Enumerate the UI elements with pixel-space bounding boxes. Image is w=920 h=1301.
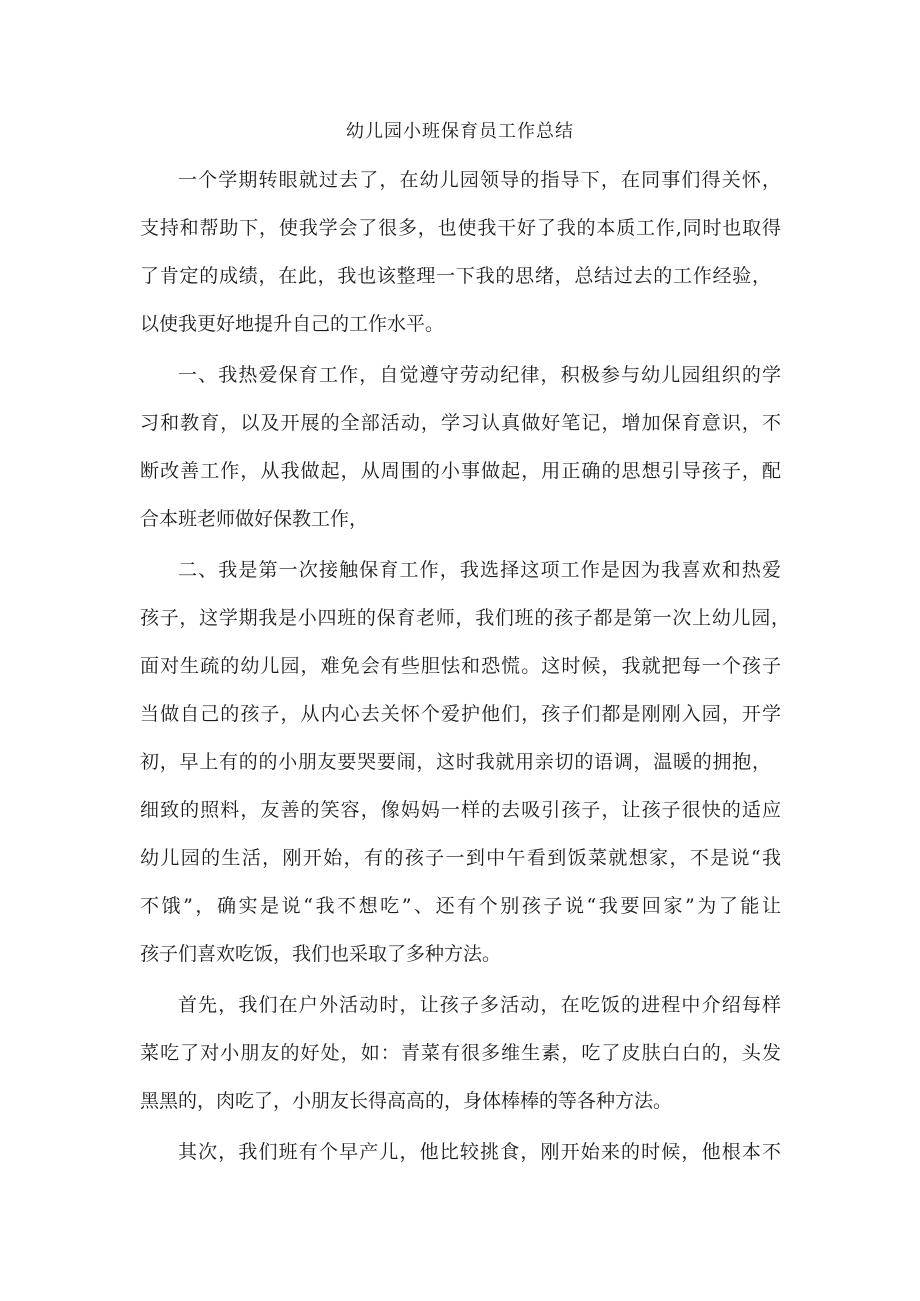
paragraph-line: 初，早上有的的小朋友要哭要闹，这时我就用亲切的语调，温暖的拥抱，: [140, 751, 771, 773]
paragraph-line: 合本班老师做好保教工作，: [140, 508, 369, 530]
paragraph-line: 了肯定的成绩，在此，我也该整理一下我的思绪，总结过去的工作经验，: [140, 265, 771, 287]
paragraph-line: 习和教育，以及开展的全部活动，学习认真做好笔记，增加保育意识，不: [140, 412, 781, 434]
paragraph-line: 不饿”，确实是说“我不想吃”、还有个别孩子说“我要回家”为了能让: [140, 895, 781, 917]
paragraph-line: 首先，我们在户外活动时，让孩子多活动，在吃饭的进程中介绍每样: [178, 994, 781, 1016]
paragraph-line: 当做自己的孩子，从内心去关怀个爱护他们，孩子们都是刚刚入园，开学: [140, 703, 781, 725]
paragraph-line: 面对生疏的幼儿园，难免会有些胆怯和恐慌。这时候，我就把每一个孩子: [140, 655, 781, 677]
document-title: 幼儿园小班保育员工作总结: [346, 121, 574, 142]
paragraph-line: 细致的照料，友善的笑容，像妈妈一样的去吸引孩子，让孩子很快的适应: [140, 799, 781, 821]
paragraph-line: 断改善工作，从我做起，从周围的小事做起，用正确的思想引导孩子，配: [140, 460, 781, 482]
paragraph-line: 支持和帮助下，使我学会了很多，也使我干好了我的本质工作,同时也取得: [140, 217, 781, 239]
paragraph-line: 菜吃了对小朋友的好处，如：青菜有很多维生素，吃了皮肤白白的，头发: [140, 1042, 781, 1064]
paragraph-line: 二、我是第一次接触保育工作，我选择这项工作是因为我喜欢和热爱: [178, 559, 781, 581]
paragraph-line: 孩子，这学期我是小四班的保育老师，我们班的孩子都是第一次上幼儿园，: [140, 607, 790, 629]
paragraph-line: 其次，我们班有个早产儿，他比较挑食，刚开始来的时候，他根本不: [178, 1141, 781, 1163]
paragraph-line: 黑黑的，肉吃了，小朋友长得高高的，身体棒棒的等各种方法。: [140, 1090, 673, 1112]
paragraph-line: 幼儿园的生活，刚开始，有的孩子一到中午看到饭菜就想家，不是说“我: [140, 847, 781, 869]
paragraph-line: 孩子们喜欢吃饭，我们也采取了多种方法。: [140, 943, 502, 965]
paragraph-line: 一、我热爱保育工作，自觉遵守劳动纪律，积极参与幼儿园组织的学: [178, 364, 781, 386]
paragraph-line: 以使我更好地提升自己的工作水平。: [140, 313, 445, 335]
paragraph-line: 一个学期转眼就过去了，在幼儿园领导的指导下，在同事们得关怀，: [178, 169, 781, 191]
